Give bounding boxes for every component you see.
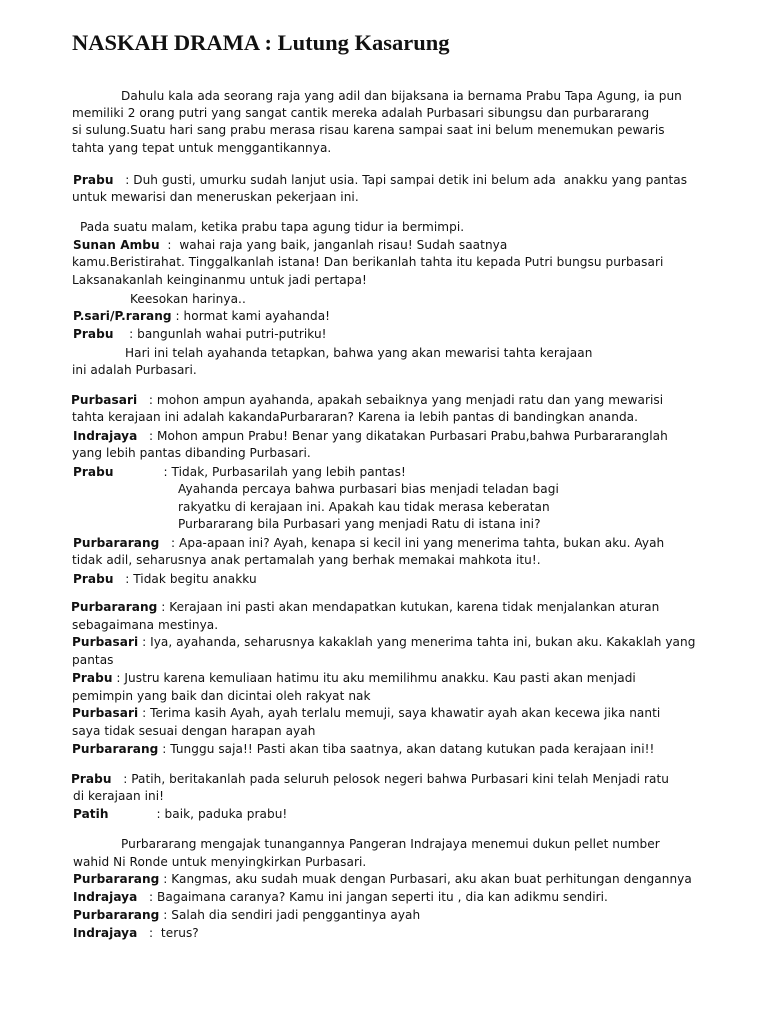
- narration-text: Hari ini telah ayahanda tetapkan, bahwa yang akan mewarisi tahta kerajaan: [125, 346, 593, 360]
- narration-text: Pada suatu malam, ketika prabu tapa agung tidur ia bermimpi.: [80, 220, 465, 234]
- narration-text: Laksanakanlah keinginanmu untuk jadi pertapa!: [72, 273, 367, 287]
- script-line: [73, 571, 257, 587]
- dialogue-text: : Kangmas, aku sudah muak dengan Purbasari, aku akan buat perhitungan dengannya: [159, 872, 692, 886]
- dialogue-text: : Salah dia sendiri jadi penggantinya ayah: [159, 908, 421, 922]
- narration-text: Dahulu kala ada seorang raja yang adil dan bijaksana ia bernama Prabu Tapa Agung, ia pun: [121, 89, 682, 103]
- script-line: [72, 445, 311, 461]
- dialogue-text: : Tunggu saja!! Pasti akan tiba saatnya, akan datang kutukan pada kerajaan ini!!: [158, 742, 655, 756]
- speaker-name: P.sari/P.rarang: [73, 309, 172, 323]
- script-line: [178, 499, 550, 515]
- script-line: [72, 723, 315, 739]
- narration-text: tidak adil, seharusnya anak pertamalah yang berhak memakai mahkota itu!.: [72, 553, 541, 567]
- dialogue-text: : wahai raja yang baik, janganlah risau! Sudah saatnya: [159, 238, 508, 252]
- speaker-name: Patih: [73, 807, 109, 821]
- script-line: [72, 362, 197, 378]
- script-line: [72, 552, 541, 568]
- dialogue-text: : Bagaimana caranya? Kamu ini jangan seperti itu , dia kan adikmu sendiri.: [137, 890, 608, 904]
- speaker-name: Indrajaya: [73, 926, 138, 940]
- script-line: [73, 889, 608, 905]
- script-line: [71, 599, 659, 615]
- narration-text: memiliki 2 orang putri yang sangat cantik mereka adalah Purbasari sibungsu dan purbararang: [72, 106, 650, 120]
- narration-text: tahta yang tepat untuk menggantikannya.: [72, 141, 332, 155]
- speaker-name: Prabu: [73, 572, 114, 586]
- dialogue-text: : Iya, ayahanda, seharusnya kakaklah yang menerima tahta ini, bukan aku. Kakaklah yang: [138, 635, 696, 649]
- narration-text: kamu.Beristirahat. Tinggalkanlah istana! Dan berikanlah tahta itu kepada Putri bungsu purbasari: [72, 255, 664, 269]
- dialogue-text: : hormat kami ayahanda!: [171, 309, 331, 323]
- script-line: [72, 140, 331, 156]
- script-line: [121, 88, 682, 104]
- script-line: [178, 516, 541, 532]
- script-line: [72, 254, 663, 270]
- narration-text: ini adalah Purbasari.: [72, 363, 197, 377]
- script-line: [121, 836, 660, 852]
- narration-text: pantas: [72, 653, 114, 667]
- narration-text: Purbararang mengajak tunangannya Pangeran Indrajaya menemui dukun pellet number: [121, 837, 660, 851]
- narration-text: sebagaimana mestinya.: [72, 618, 219, 632]
- script-line: [80, 219, 464, 235]
- dialogue-text: : Duh gusti, umurku sudah lanjut usia. Tapi sampai detik ini belum ada anakku yang pantas: [113, 173, 688, 187]
- speaker-name: Purbararang: [72, 742, 159, 756]
- script-line: [71, 392, 663, 408]
- script-line: [72, 705, 660, 721]
- narration-text: pemimpin yang baik dan dicintai oleh rakyat nak: [72, 689, 371, 703]
- speaker-name: Purbasari: [72, 706, 139, 720]
- speaker-name: Prabu: [73, 327, 114, 341]
- narration-text: yang lebih pantas dibanding Purbasari.: [72, 446, 311, 460]
- script-line: [73, 308, 330, 324]
- script-line: [73, 907, 420, 923]
- speaker-name: Prabu: [71, 772, 112, 786]
- narration-text: si sulung.Suatu hari sang prabu merasa risau karena sampai saat ini belum menemukan pewaris: [72, 123, 665, 137]
- speaker-name: Prabu: [73, 465, 114, 479]
- script-line: [72, 634, 695, 650]
- narration-text: Keesokan harinya..: [130, 292, 246, 306]
- script-line: [73, 788, 164, 804]
- script-line: [73, 535, 664, 551]
- dialogue-text: : Kerajaan ini pasti akan mendapatkan kutukan, karena tidak menjalankan aturan: [157, 600, 660, 614]
- speaker-name: Purbasari: [72, 635, 139, 649]
- script-line: [72, 652, 114, 668]
- speaker-name: Purbararang: [73, 872, 160, 886]
- script-line: [130, 291, 246, 307]
- narration-text: Purbararang bila Purbasari yang menjadi Ratu di istana ini?: [178, 517, 541, 531]
- script-line: [73, 428, 668, 444]
- script-line: [72, 741, 654, 757]
- script-line: [73, 326, 327, 342]
- script-line: [73, 237, 507, 253]
- dialogue-text: : baik, paduka prabu!: [156, 807, 288, 821]
- dialogue-text: : Tidak begitu anakku: [113, 572, 257, 586]
- speaker-name: Indrajaya: [73, 429, 138, 443]
- document-title: NASKAH DRAMA : Lutung Kasarung: [72, 30, 450, 55]
- narration-text: di kerajaan ini!: [73, 789, 165, 803]
- script-line: [72, 617, 218, 633]
- dialogue-text: : bangunlah wahai putri-putriku!: [113, 327, 327, 341]
- script-line: [73, 871, 692, 887]
- dialogue-text: : Patih, beritakanlah pada seluruh pelosok negeri bahwa Purbasari kini telah Menjadi ratu: [111, 772, 669, 786]
- speaker-name: Purbararang: [71, 600, 158, 614]
- script-line: [73, 854, 366, 870]
- script-line: [72, 272, 367, 288]
- script-line: [73, 806, 287, 822]
- script-line: [71, 771, 669, 787]
- narration-text: tahta kerajaan ini adalah kakandaPurbararan? Karena ia lebih pantas di bandingkan ananda.: [72, 410, 639, 424]
- script-line: [73, 925, 199, 941]
- speaker-name: Prabu: [73, 173, 114, 187]
- dialogue-text: : Mohon ampun Prabu! Benar yang dikatakan Purbasari Prabu,bahwa Purbararanglah: [137, 429, 668, 443]
- dialogue-text: : Justru karena kemuliaan hatimu itu aku memilihmu anakku. Kau pasti akan menjadi: [112, 671, 636, 685]
- script-line: [125, 345, 592, 361]
- narration-text: Ayahanda percaya bahwa purbasari bias menjadi teladan bagi: [178, 482, 559, 496]
- speaker-name: Purbararang: [73, 536, 160, 550]
- narration-text: wahid Ni Ronde untuk menyingkirkan Purbasari.: [73, 855, 367, 869]
- narration-text: rakyatku di kerajaan ini. Apakah kau tidak merasa keberatan: [178, 500, 550, 514]
- script-line: [72, 409, 638, 425]
- script-line: [73, 464, 406, 480]
- script-line: [72, 122, 665, 138]
- dialogue-text: : terus?: [137, 926, 199, 940]
- speaker-name: Sunan Ambu: [73, 238, 160, 252]
- speaker-name: Prabu: [72, 671, 113, 685]
- narration-text: saya tidak sesuai dengan harapan ayah: [72, 724, 316, 738]
- speaker-name: Purbasari: [71, 393, 138, 407]
- script-line: [72, 688, 371, 704]
- speaker-name: Purbararang: [73, 908, 160, 922]
- dialogue-text: : mohon ampun ayahanda, apakah sebaiknya yang menjadi ratu dan yang mewarisi: [137, 393, 664, 407]
- speaker-name: Indrajaya: [73, 890, 138, 904]
- narration-text: untuk mewarisi dan meneruskan pekerjaan ini.: [72, 190, 359, 204]
- script-line: [72, 189, 359, 205]
- script-line: [72, 670, 636, 686]
- dialogue-text: : Apa-apaan ini? Ayah, kenapa si kecil ini yang menerima tahta, bukan aku. Ayah: [159, 536, 665, 550]
- script-line: [72, 105, 649, 121]
- script-line: [73, 172, 687, 188]
- dialogue-text: : Terima kasih Ayah, ayah terlalu memuji, saya khawatir ayah akan kecewa jika nanti: [138, 706, 661, 720]
- dialogue-text: : Tidak, Purbasarilah yang lebih pantas!: [163, 465, 406, 479]
- script-line: [178, 481, 559, 497]
